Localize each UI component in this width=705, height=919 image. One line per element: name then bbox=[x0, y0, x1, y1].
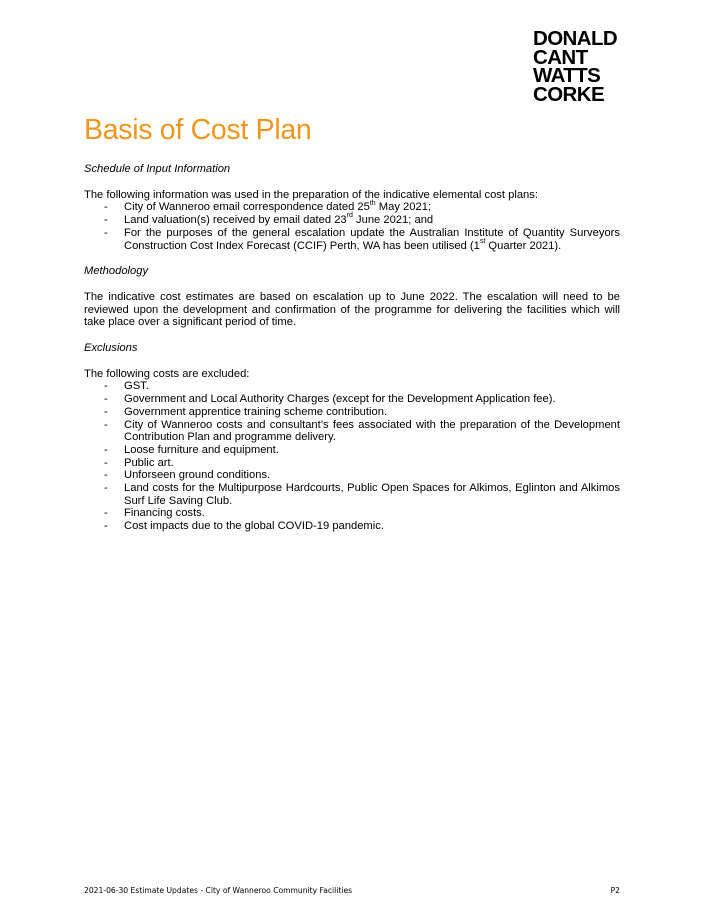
list-dash: - bbox=[104, 443, 108, 456]
company-logo bbox=[533, 27, 618, 106]
list-dash: - bbox=[104, 469, 108, 482]
page-footer bbox=[84, 886, 620, 895]
logo-line: DONALD bbox=[533, 27, 618, 50]
exclusions-heading: Exclusions bbox=[84, 342, 138, 355]
exclusions-intro: The following costs are excluded: bbox=[84, 367, 250, 380]
list-dash: - bbox=[104, 507, 108, 520]
list-item: - For the purposes of the general escalation update the Australian Institute of Quantity Surveyors Construction Cost Index Forecast (CCIF) Perth, WA has been utilised (1st Quarter 2021). bbox=[104, 226, 620, 252]
methodology-heading: Methodology bbox=[84, 265, 149, 278]
list-item: - Unforseen ground conditions. bbox=[104, 469, 271, 482]
list-dash: - bbox=[104, 418, 108, 431]
logo-line: CANT bbox=[533, 45, 588, 69]
list-dash: - bbox=[104, 393, 108, 406]
list-item: - Public art. bbox=[104, 456, 174, 469]
page-number: P2 bbox=[610, 886, 620, 895]
list-dash: - bbox=[104, 405, 108, 418]
list-item: - City of Wanneroo email correspondence dated 25th May 2021; bbox=[104, 199, 432, 214]
schedule-intro: The following information was used in the preparation of the indicative elemental cost plans: bbox=[84, 188, 538, 201]
schedule-heading: Schedule of Input Information bbox=[84, 163, 231, 175]
list-item: - Cost impacts due to the global COVID-19 pandemic. bbox=[104, 520, 384, 533]
list-dash: - bbox=[104, 214, 108, 227]
list-dash: - bbox=[104, 456, 108, 469]
schedule-list bbox=[84, 201, 620, 252]
list-dash: - bbox=[104, 520, 108, 533]
list-item: - Government apprentice training scheme contribution. bbox=[104, 405, 388, 418]
document-body bbox=[84, 163, 620, 533]
methodology-text: The indicative cost estimates are based on escalation up to June 2022. The escalation will need to be reviewed upon the development and confirmation of the programme for delivering the facilities which will take place over a significant period of time. bbox=[84, 290, 620, 329]
list-item: - Government and Local Authority Charges (except for the Development Application fee). bbox=[104, 393, 556, 406]
list-item: - Land costs for the Multipurpose Hardcourts, Public Open Spaces for Alkimos, Eglinton and Alkimos Surf Life Saving Club. bbox=[104, 482, 620, 507]
logo-line: CORKE bbox=[533, 82, 605, 106]
list-dash: - bbox=[104, 482, 108, 495]
list-dash: - bbox=[104, 226, 108, 239]
list-item: - Land valuation(s) received by email dated 23rd June 2021; and bbox=[104, 212, 434, 227]
list-item: - Loose furniture and equipment. bbox=[104, 443, 279, 456]
page-title: Basis of Cost Plan bbox=[84, 114, 312, 146]
footer-document-title: 2021-06-30 Estimate Updates - City of Wanneroo Community Facilities bbox=[84, 886, 353, 895]
list-item: - City of Wanneroo costs and consultant’s fees associated with the preparation of the Development Contribution Plan and programme delivery. bbox=[104, 418, 620, 444]
list-dash: - bbox=[104, 201, 108, 214]
list-dash: - bbox=[104, 380, 108, 393]
list-item: - GST. bbox=[104, 380, 149, 393]
logo-line: WATTS bbox=[533, 64, 601, 87]
exclusions-list bbox=[84, 380, 620, 532]
list-item: - Financing costs. bbox=[104, 507, 205, 520]
